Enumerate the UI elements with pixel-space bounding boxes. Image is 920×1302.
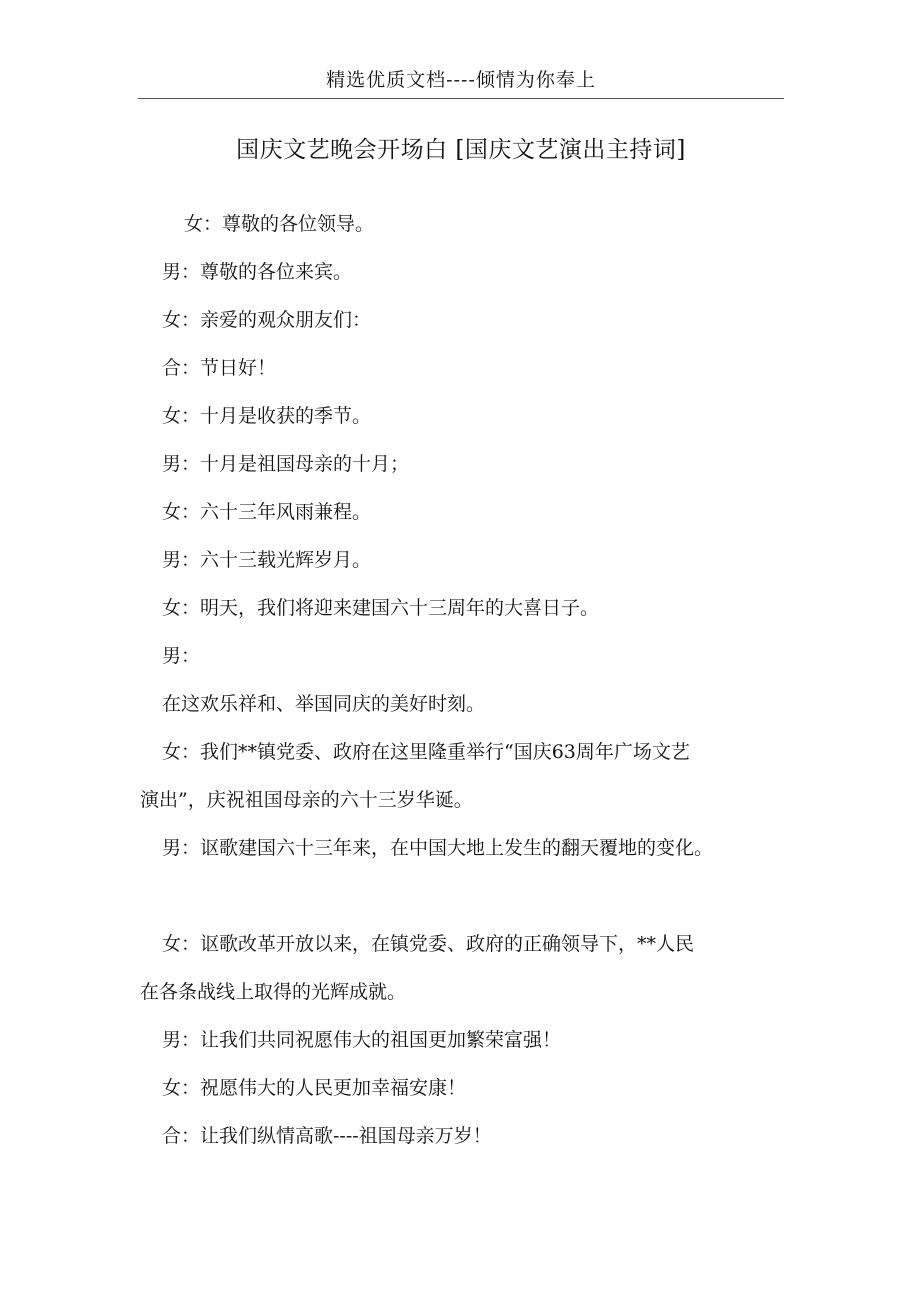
paragraph-line: 男： <box>162 645 201 667</box>
paragraph-line: 女：六十三年风雨兼程。 <box>162 501 372 523</box>
paragraph-line: 女：讴歌改革开放以来，在镇党委、政府的正确领导下，**人民 <box>162 933 695 955</box>
paragraph-line: 在这欢乐祥和、举国同庆的美好时刻。 <box>162 693 486 715</box>
paragraph-line: 女：祝愿伟大的人民更加幸福安康！ <box>162 1077 467 1099</box>
paragraph-line: 女：明天，我们将迎来建国六十三周年的大喜日子。 <box>162 597 600 619</box>
header-text: 精选优质文档----倾情为你奉上 <box>326 69 596 91</box>
paragraph-line: 男：让我们共同祝愿伟大的祖国更加繁荣富强！ <box>162 1029 562 1051</box>
paragraph-line: 在各条战线上取得的光辉成就。 <box>140 981 407 1003</box>
paragraph-line: 女：亲爱的观众朋友们： <box>162 309 372 331</box>
paragraph-line: 男：讴歌建国六十三年来，在中国大地上发生的翻天覆地的变化。 <box>162 837 714 859</box>
paragraph-line: 女：十月是收获的季节。 <box>162 405 372 427</box>
document-title: 国庆文艺晚会开场白 [国庆文艺演出主持词] <box>236 137 686 163</box>
paragraph-line: 男：六十三载光辉岁月。 <box>162 549 372 571</box>
paragraph-line: 男：尊敬的各位来宾。 <box>162 261 353 283</box>
paragraph-line: 女：尊敬的各位领导。 <box>184 213 375 235</box>
paragraph-line: 男：十月是祖国母亲的十月； <box>162 453 410 475</box>
paragraph-line: 女：我们**镇党委、政府在这里隆重举行“国庆63周年广场文艺 <box>162 741 690 763</box>
paragraph-line: 合：让我们纵情高歌----祖国母亲万岁！ <box>162 1125 492 1147</box>
page-header <box>138 64 784 99</box>
paragraph-line: 合：节日好！ <box>162 357 277 379</box>
paragraph-line: 演出”，庆祝祖国母亲的六十三岁华诞。 <box>140 789 473 811</box>
